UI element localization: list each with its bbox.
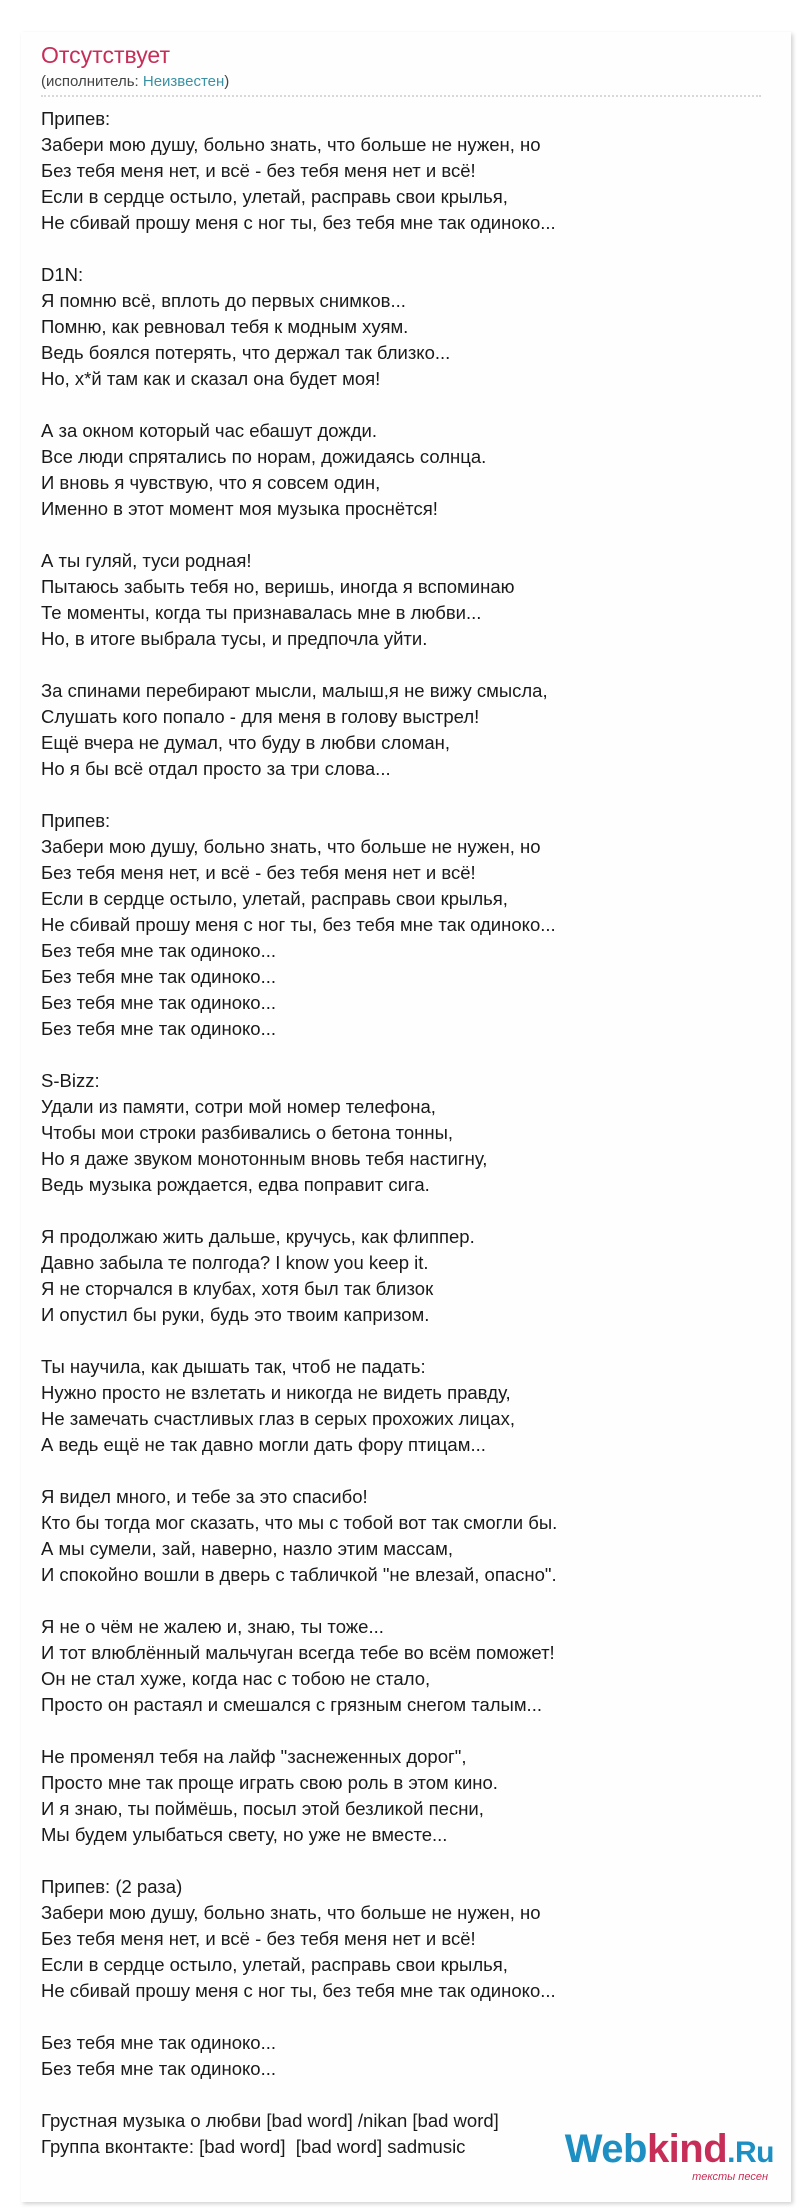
lyric-line: Не замечать счастливых глаз в серых прохожих лицах,	[41, 1408, 515, 1429]
lyric-line: Просто он растаял и смешался с грязным снегом талым...	[41, 1694, 542, 1715]
lyric-blank-line	[41, 1848, 761, 1874]
lyrics-text	[41, 106, 761, 2160]
lyric-line: Помню, как ревновал тебя к модным хуям.	[41, 316, 409, 337]
lyric-line: Припев:	[41, 810, 111, 831]
lyric-line: Без тебя меня нет, и всё - без тебя меня нет и всё!	[41, 1928, 476, 1949]
lyric-line: А ты гуляй, туси родная!	[41, 550, 252, 571]
lyric-blank-line	[41, 652, 761, 678]
lyric-line: А ведь ещё не так давно могли дать фору птицам...	[41, 1434, 486, 1455]
logo-web: Web	[564, 2127, 647, 2171]
logo-ru: .Ru	[727, 2136, 774, 2169]
lyric-blank-line	[41, 1718, 761, 1744]
lyric-line: Ведь музыка рождается, едва поправит сига.	[41, 1174, 430, 1195]
lyric-line: Не сбивай прошу меня с ног ты, без тебя мне так одиноко...	[41, 1980, 556, 2001]
lyric-line: Пытаюсь забыть тебя но, веришь, иногда я вспоминаю	[41, 576, 515, 597]
lyric-line: И опустил бы руки, будь это твоим капризом.	[41, 1304, 430, 1325]
artist-prefix: (исполнитель:	[41, 73, 143, 90]
lyric-line: Просто мне так проще играть свою роль в этом кино.	[41, 1772, 498, 1793]
lyric-line: Без тебя мне так одиноко...	[41, 992, 277, 1013]
lyric-blank-line	[41, 522, 761, 548]
lyric-line: Мы будем улыбаться свету, но уже не вместе...	[41, 1824, 448, 1845]
lyric-line: Но я даже звуком монотонным вновь тебя настигну,	[41, 1148, 488, 1169]
lyric-line: Если в сердце остыло, улетай, расправь свои крылья,	[41, 1954, 508, 1975]
lyric-line: Удали из памяти, сотри мой номер телефона,	[41, 1096, 436, 1117]
lyric-blank-line	[41, 1458, 761, 1484]
lyric-line: Я не о чём не жалею и, знаю, ты тоже...	[41, 1616, 384, 1637]
lyric-line: И я знаю, ты поймёшь, посыл этой безликой песни,	[41, 1798, 484, 1819]
lyric-line: Не сбивай прошу меня с ног ты, без тебя мне так одиноко...	[41, 914, 556, 935]
lyric-line: Без тебя мне так одиноко...	[41, 1018, 277, 1039]
lyric-line: Без тебя меня нет, и всё - без тебя меня нет и всё!	[41, 862, 476, 883]
webkind-logo[interactable]	[565, 2129, 774, 2183]
lyric-line: Кто бы тогда мог сказать, что мы с тобой вот так смогли бы.	[41, 1512, 558, 1533]
lyric-line: Без тебя мне так одиноко...	[41, 2032, 277, 2053]
logo-kind: kind	[646, 2127, 728, 2171]
lyric-line: Я не сторчался в клубах, хотя был так близок	[41, 1278, 434, 1299]
lyric-line: Без тебя меня нет, и всё - без тебя меня нет и всё!	[41, 160, 476, 181]
lyric-blank-line	[41, 1588, 761, 1614]
lyric-line: Без тебя мне так одиноко...	[41, 2058, 277, 2079]
lyric-line: S-Bizz:	[41, 1070, 100, 1091]
lyric-blank-line	[41, 782, 761, 808]
lyric-line: Не променял тебя на лайф "заснеженных дорог",	[41, 1746, 467, 1767]
dotted-divider	[41, 95, 761, 97]
logo-tagline: тексты песен	[692, 2171, 768, 2183]
lyric-line: И спокойно вошли в дверь с табличкой "не влезай, опасно".	[41, 1564, 557, 1585]
lyric-line: Если в сердце остыло, улетай, расправь свои крылья,	[41, 888, 508, 909]
lyric-line: Забери мою душу, больно знать, что больше не нужен, но	[41, 836, 541, 857]
lyric-line: Я продолжаю жить дальше, кручусь, как флиппер.	[41, 1226, 475, 1247]
lyric-blank-line	[41, 1198, 761, 1224]
lyric-line: Нужно просто не взлетать и никогда не видеть правду,	[41, 1382, 511, 1403]
lyric-blank-line	[41, 2082, 761, 2108]
lyric-line: А за окном который час ебашут дожди.	[41, 420, 378, 441]
lyric-line: Давно забыла те полгода? I know you keep it.	[41, 1252, 429, 1273]
lyric-line: Ты научила, как дышать так, чтоб не падать:	[41, 1356, 426, 1377]
lyric-line: D1N:	[41, 264, 84, 285]
lyric-line: Он не стал хуже, когда нас с тобою не стало,	[41, 1668, 431, 1689]
lyric-line: Те моменты, когда ты признавалась мне в любви...	[41, 602, 482, 623]
lyric-line: И тот влюблённый мальчуган всегда тебе во всём поможет!	[41, 1642, 555, 1663]
lyric-line: Но я бы всё отдал просто за три слова...	[41, 758, 391, 779]
lyric-line: Не сбивай прошу меня с ног ты, без тебя мне так одиноко...	[41, 212, 556, 233]
lyric-line: И вновь я чувствую, что я совсем один,	[41, 472, 381, 493]
lyric-blank-line	[41, 1042, 761, 1068]
lyric-line: Припев: (2 раза)	[41, 1876, 183, 1897]
lyric-line: Но, в итоге выбрала тусы, и предпочла уйти.	[41, 628, 428, 649]
lyric-line: Именно в этот момент моя музыка проснётся!	[41, 498, 438, 519]
lyrics-card	[21, 32, 791, 2202]
lyric-line: Ведь боялся потерять, что держал так близко...	[41, 342, 451, 363]
logo-wordmark	[565, 2129, 774, 2173]
lyric-line: За спинами перебирают мысли, малыш,я не вижу смысла,	[41, 680, 548, 701]
lyric-blank-line	[41, 1328, 761, 1354]
lyric-line: Забери мою душу, больно знать, что больше не нужен, но	[41, 134, 541, 155]
lyric-blank-line	[41, 2004, 761, 2030]
lyric-line: Без тебя мне так одиноко...	[41, 940, 277, 961]
lyric-line: Припев:	[41, 108, 111, 129]
lyric-line: Грустная музыка о любви [bad word] /nikan [bad word]	[41, 2110, 499, 2131]
lyric-line: Я помню всё, вплоть до первых снимков...	[41, 290, 406, 311]
lyric-blank-line	[41, 236, 761, 262]
artist-link[interactable]: Неизвестен	[142, 73, 225, 90]
lyric-blank-line	[41, 392, 761, 418]
lyric-line: Я видел много, и тебе за это спасибо!	[41, 1486, 368, 1507]
lyric-line: Но, х*й там как и сказал она будет моя!	[41, 368, 381, 389]
lyric-line: Все люди спрятались по норам, дожидаясь солнца.	[41, 446, 487, 467]
lyric-line: Без тебя мне так одиноко...	[41, 966, 277, 987]
lyric-line: Группа вконтакте: [bad word] [bad word] sadmusic	[41, 2136, 466, 2157]
lyric-line: Если в сердце остыло, улетай, расправь свои крылья,	[41, 186, 508, 207]
lyric-line: Ещё вчера не думал, что буду в любви сломан,	[41, 732, 450, 753]
artist-suffix: )	[224, 73, 230, 90]
artist-line	[41, 73, 229, 90]
lyric-line: А мы сумели, зай, наверно, назло этим массам,	[41, 1538, 453, 1559]
song-title: Отсутствует	[41, 42, 170, 68]
lyric-line: Чтобы мои строки разбивались о бетона тонны,	[41, 1122, 454, 1143]
lyric-line: Слушать кого попало - для меня в голову выстрел!	[41, 706, 480, 727]
lyric-line: Забери мою душу, больно знать, что больше не нужен, но	[41, 1902, 541, 1923]
